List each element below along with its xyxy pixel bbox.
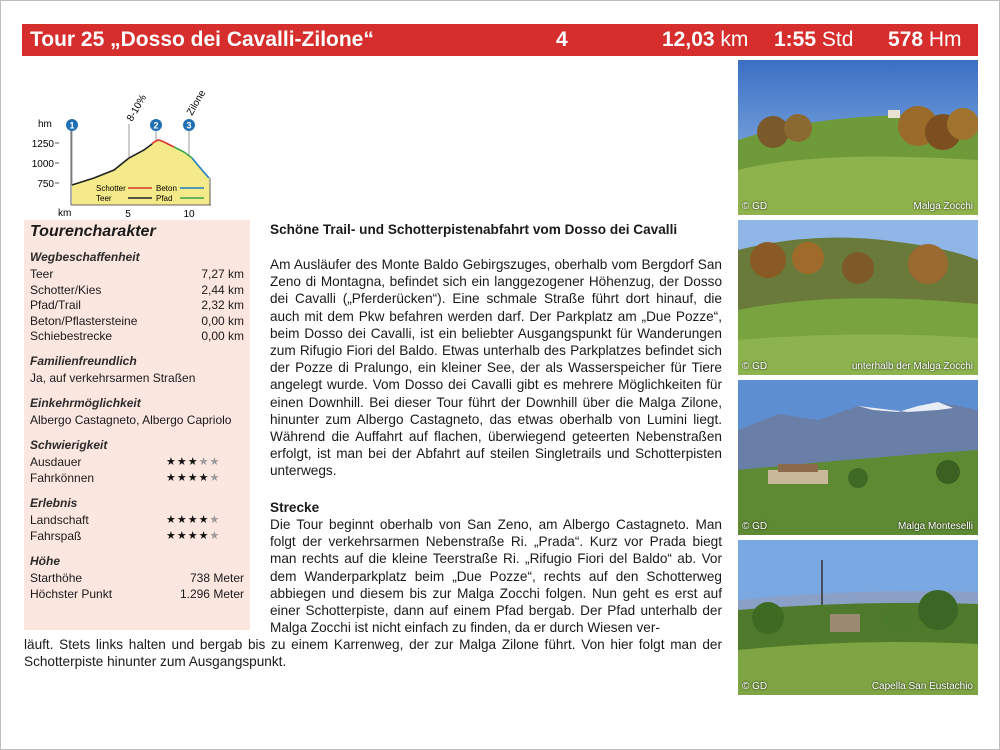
time-value: 1:55 — [774, 28, 817, 51]
tour-distance — [662, 28, 748, 52]
tour-name: „Dosso dei Cavalli-Zilone“ — [110, 28, 374, 51]
star-filled-icon: ★ — [176, 514, 188, 526]
surface-value: 2,32 km — [201, 298, 244, 312]
marker-1-label: 1 — [69, 120, 75, 131]
tour-character-title: Tourencharakter — [30, 223, 156, 240]
route-paragraph-continued: läuft. Stets links halten und bergab bis zu einem Karrenweg, der zur Malga Zilone führt. Von hier folgt man der Schotterpiste hinunter zum Ausgangspunkt. — [24, 637, 722, 670]
star-filled-icon: ★ — [187, 471, 199, 484]
zilone-label: Zilone — [185, 88, 209, 118]
star-empty-icon: ★ — [209, 471, 221, 484]
star-empty-icon: ★ — [209, 529, 221, 542]
surface-row-teer — [30, 267, 244, 283]
distance-unit: km — [720, 28, 749, 51]
photo-caption: Malga Monteselli — [897, 521, 973, 532]
star-filled-icon: ★ — [198, 471, 210, 484]
profile-x-tick-10: 10 — [183, 209, 195, 220]
marker-2-label: 2 — [153, 120, 159, 131]
tour-header-bar — [22, 24, 978, 56]
difficulty-label: Fahrkönnen — [30, 470, 95, 485]
tour-number: Tour 25 — [30, 28, 105, 51]
family-text: Ja, auf verkehrsarmen Straßen — [30, 371, 196, 385]
profile-y-tick-1000: 1000 — [31, 159, 54, 170]
star-filled-icon: ★ — [198, 529, 210, 542]
photo-caption: Malga Zocchi — [913, 201, 973, 212]
star-filled-icon: ★ — [176, 456, 188, 468]
surface-value: 7,27 km — [201, 267, 244, 281]
experience-label: Fahrspaß — [30, 528, 82, 543]
star-filled-icon: ★ — [198, 514, 210, 526]
marker-3-label: 3 — [186, 120, 192, 131]
ascent-unit: Hm — [928, 28, 962, 51]
photo-malga-monteselli — [738, 380, 978, 535]
legend-schotter: Schotter — [96, 184, 126, 193]
star-filled-icon: ★ — [187, 514, 199, 526]
photo-credit: © GD — [742, 201, 768, 212]
photo-credit: © GD — [742, 521, 768, 532]
height-value: 1.296 Meter — [179, 586, 244, 601]
surface-label: Schotter/Kies — [30, 282, 102, 297]
surface-heading: Wegbeschaffenheit — [30, 250, 140, 264]
photo-credit: © GD — [742, 681, 768, 692]
experience-row-fahrspass — [30, 529, 244, 545]
elevation-profile — [24, 80, 224, 220]
height-value: 738 Meter — [189, 571, 244, 585]
stops-text: Albergo Castagneto, Albergo Capriolo — [30, 413, 232, 427]
legend-pfad: Pfad — [156, 194, 173, 203]
family-section — [30, 354, 244, 387]
gradient-label: 8-10% — [125, 92, 150, 124]
route-paragraph: Die Tour beginnt oberhalb von San Zeno, am Albergo Castagneto. Man folgt der verkehrsarmen Nebenstraße Ri. „Prada“. Kurz vor Prada biegt man rechts auf die kleine Teerstraße Ri. „Rifugio Fiori del Baldo“ ab. Vor dem Wanderparkplatz beim „Due Pozze“, rechts auf den Schotterweg abbiegen und diesem bis zur Malga Zocchi folgen. Nun geht es erst auf einer Schotterpiste, dann auf einem Pfad bergab. Der Pfad unterhalb der Malga Zocchi ist nicht einfach zu finden, da er durch Wiesen ver- — [270, 517, 722, 636]
photo-credit: © GD — [742, 361, 768, 372]
stops-heading: Einkehrmöglichkeit — [30, 396, 141, 410]
family-heading: Familienfreundlich — [30, 354, 137, 368]
article-subtitle: Schöne Trail- und Schotterpistenabfahrt vom Dosso dei Cavalli — [270, 222, 678, 237]
height-heading: Höhe — [30, 554, 60, 568]
star-empty-icon: ★ — [209, 514, 221, 526]
surface-row-beton — [30, 314, 244, 330]
star-empty-icon: ★ — [209, 456, 221, 468]
star-filled-icon: ★ — [176, 471, 188, 484]
rating-stars — [166, 513, 220, 529]
legend-teer: Teer — [96, 194, 112, 203]
star-filled-icon: ★ — [187, 529, 199, 542]
surface-value: 2,44 km — [201, 282, 244, 297]
experience-label: Landschaft — [30, 513, 89, 527]
surface-label: Beton/Pflastersteine — [30, 313, 138, 328]
height-row-max — [30, 587, 244, 603]
photo-capella-san-eustachio — [738, 540, 978, 695]
tour-grade: 4 — [556, 28, 568, 51]
profile-y-tick-1250: 1250 — [31, 139, 54, 150]
stops-section — [30, 396, 244, 429]
photo-caption: unterhalb der Malga Zocchi — [851, 361, 973, 372]
star-filled-icon: ★ — [176, 529, 188, 542]
landscape-image — [738, 380, 978, 535]
surface-section — [30, 250, 244, 345]
star-filled-icon: ★ — [166, 529, 177, 542]
star-filled-icon: ★ — [166, 471, 177, 484]
surface-label: Teer — [30, 267, 54, 281]
surface-row-schiebe — [30, 329, 244, 345]
height-label: Starthöhe — [30, 571, 83, 585]
surface-row-pfad — [30, 298, 244, 314]
profile-x-tick-5: 5 — [125, 209, 131, 220]
landscape-image — [738, 60, 978, 215]
route-heading: Strecke — [270, 500, 320, 515]
difficulty-section — [30, 438, 244, 486]
ascent-value: 578 — [888, 28, 924, 51]
tour-duration — [774, 28, 853, 52]
rating-stars — [166, 455, 220, 471]
height-section — [30, 554, 244, 602]
difficulty-row-ausdauer — [30, 455, 244, 471]
star-filled-icon: ★ — [187, 456, 199, 468]
rating-stars — [166, 529, 220, 545]
tour-ascent — [888, 28, 962, 52]
surface-label: Schiebestrecke — [30, 329, 113, 343]
height-label: Höchster Punkt — [30, 586, 113, 601]
difficulty-label: Ausdauer — [30, 455, 82, 469]
landscape-image — [738, 220, 978, 375]
photo-malga-zocchi — [738, 60, 978, 215]
star-filled-icon: ★ — [166, 514, 177, 526]
profile-y-unit: hm — [38, 119, 52, 130]
photo-caption: Capella San Eustachio — [871, 681, 973, 692]
surface-row-schotter — [30, 283, 244, 299]
tour-character-box — [24, 220, 250, 630]
experience-section — [30, 496, 244, 544]
profile-x-unit: km — [58, 208, 72, 219]
height-row-start — [30, 571, 244, 587]
star-empty-icon: ★ — [198, 456, 210, 468]
difficulty-heading: Schwierigkeit — [30, 438, 108, 452]
time-unit: Std — [821, 28, 854, 51]
landscape-image — [738, 540, 978, 695]
surface-label: Pfad/Trail — [30, 298, 81, 312]
experience-row-landschaft — [30, 513, 244, 529]
photo-below-malga-zocchi — [738, 220, 978, 375]
difficulty-row-fahrkoennen — [30, 471, 244, 487]
rating-stars — [166, 471, 220, 487]
legend-beton: Beton — [156, 184, 177, 193]
tour-title — [30, 28, 374, 52]
profile-y-tick-750: 750 — [37, 179, 54, 190]
surface-value: 0,00 km — [201, 329, 244, 343]
star-filled-icon: ★ — [166, 456, 177, 468]
distance-value: 12,03 — [662, 28, 715, 51]
surface-value: 0,00 km — [201, 313, 244, 328]
experience-heading: Erlebnis — [30, 496, 78, 510]
article-intro-paragraph: Am Ausläufer des Monte Baldo Gebirgszuges, oberhalb vom Bergdorf San Zeno di Montagna, befindet sich ein langgezogener Höhenzug, der Dosso dei Cavalli („Pferderücken“). Eine schmale Straße führt dort hinauf, die auch mit dem Pkw befahren werden darf. Der Parkplatz am „Due Pozze“, beim Dosso dei Cavalli, ist ein beliebter Ausgangspunkt für Wanderungen zum Rifugio Fiori del Baldo. Etwas unterhalb des Parkplatzes befindet sich der Pozze di Pralungo, ein kleiner See, der als Wasserspeicher für Tiere angelegt wurde. Vom Dosso dei Cavalli gibt es mehrere Möglichkeiten für einen Downhill. Bei dieser Tour führt der Downhill über die Malga Zilone, hinunter zum Albergo Castagneto, das etwas oberhalb von Lumini liegt. Während die Auffahrt auf flachen, überwiegend geteerten Nebenstraßen erfolgt, ist man bei der Abfahrt auf steilen Singletrails und Schotterpisten unterwegs. — [270, 257, 722, 479]
